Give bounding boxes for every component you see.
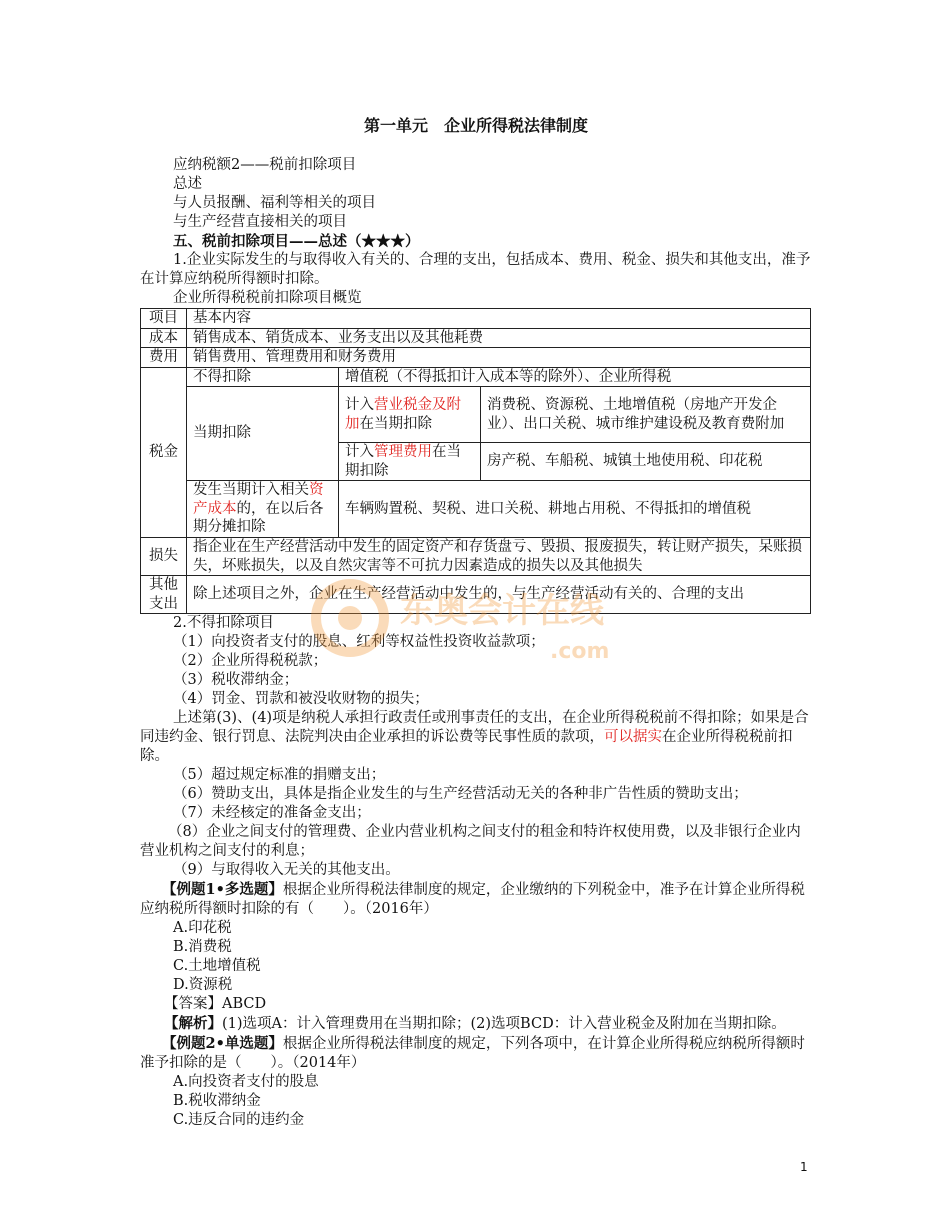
items-intro: 2.不得扣除项目 <box>173 615 274 631</box>
watermark-text: 东奥会计在线 <box>400 591 604 631</box>
tax-management-fee-cell <box>339 443 481 481</box>
table-row <box>141 328 811 348</box>
list-item: （9）与取得收入无关的其他支出。 <box>173 862 400 878</box>
row-label-cost: 成本 <box>141 328 187 348</box>
business-surcharge-highlight: 营业税金及附加 <box>345 397 461 432</box>
nav-line-3: 与人员报酬、福利等相关的项目 <box>173 195 376 211</box>
management-fee-highlight: 管理费用 <box>374 444 432 460</box>
asset-cost-highlight: 资产成本 <box>193 482 324 517</box>
list-item: （7）未经核定的准备金支出； <box>173 805 371 821</box>
list-item: （5）超过规定标准的捐赠支出； <box>173 767 386 783</box>
list-item: （4）罚金、罚款和被没收财物的损失； <box>173 691 429 707</box>
example-1-analysis <box>140 1014 812 1034</box>
watermark-url: .com <box>550 639 610 664</box>
table-caption: 企业所得税税前扣除项目概览 <box>173 290 362 306</box>
section-heading: 五、税前扣除项目——总述（★★★） <box>173 233 420 250</box>
option-item: C.土地增值税 <box>173 958 261 974</box>
table-row <box>141 538 811 576</box>
paragraph-1: 1.企业实际发生的与取得收入有关的、合理的支出，包括成本、费用、税金、损失和其他支出，准予在计算应纳税所得额时扣除。 <box>140 252 811 287</box>
table-header-item: 项目 <box>141 309 187 329</box>
row-text-fee: 销售费用、管理费用和财务费用 <box>187 348 811 368</box>
row-text-other: 除上述项目之外，企业在生产经营活动中发生的，与生产经营活动有关的、合理的支出 <box>187 576 811 614</box>
row-text-cost: 销售成本、销货成本、业务支出以及其他耗费 <box>187 328 811 348</box>
option-item: C.违反合同的违约金 <box>173 1112 305 1128</box>
row-label-tax: 税金 <box>141 367 187 538</box>
nav-line-4: 与生产经营直接相关的项目 <box>173 214 347 230</box>
management-fee-pre: 计入 <box>345 444 374 460</box>
list-item: （1）向投资者支付的股息、红利等权益性投资收益款项； <box>173 634 545 650</box>
note-pre: 上述第(3)、(4)项是纳税人承担行政责任或刑事责任的支出，在企业所得税税前不得扣除；如果是合同违约金、银行罚息、法院判决由企业承担的诉讼费等民事性质的款项， <box>140 710 809 745</box>
list-item: （3）税收滞纳金； <box>173 672 299 688</box>
option-item: B.税收滞纳金 <box>173 1093 261 1109</box>
example-2-question <box>140 1034 812 1073</box>
row-text-loss: 指企业在生产经营活动中发生的固定资产和存货盘亏、毁损、报废损失，转让财产损失，呆账损失，坏账损失，以及自然灾害等不可抗力因素造成的损失以及其他损失 <box>187 538 811 576</box>
table-row <box>141 348 811 368</box>
page-number: 1 <box>800 1160 808 1174</box>
list-item: （2）企业所得税税款； <box>173 653 328 669</box>
table-row <box>141 367 811 387</box>
table-row <box>141 481 811 538</box>
option-item: A.向投资者支付的股息 <box>173 1074 319 1090</box>
asset-cost-pre: 发生当期计入相关 <box>193 482 309 499</box>
list-item: （8）企业之间支付的管理费、企业内营业机构之间支付的租金和特许权使用费，以及非银行企业内营业机构之间支付的利息； <box>140 824 801 859</box>
content-body <box>140 156 812 1130</box>
table-row <box>141 387 811 443</box>
tax-management-fee-text: 房产税、车船税、城镇土地使用税、印花税 <box>481 443 811 481</box>
deduction-overview-table <box>140 308 811 614</box>
option-item: B.消费税 <box>173 939 232 955</box>
option-item: D.资源税 <box>173 977 233 993</box>
tax-current-deduct-label: 当期扣除 <box>187 387 339 481</box>
example-1-question <box>140 880 812 919</box>
option-item: A.印花税 <box>173 920 232 936</box>
example-2-tag: 【例题2•单选题】 <box>162 1035 283 1052</box>
row-label-other: 其他支出 <box>141 576 187 614</box>
tax-asset-cost-cell <box>187 481 339 538</box>
tax-no-deduct-label: 不得扣除 <box>187 367 339 387</box>
business-surcharge-post: 在当期扣除 <box>359 415 432 432</box>
table-header-content: 基本内容 <box>187 309 811 329</box>
nav-line-1: 应纳税额2——税前扣除项目 <box>173 157 357 173</box>
tax-no-deduct-text: 增值税（不得抵扣计入成本等的除外）、企业所得税 <box>339 367 811 387</box>
row-label-loss: 损失 <box>141 538 187 576</box>
example-2-text: 根据企业所得税法律制度的规定，下列各项中，在计算企业所得税应纳税所得额时准予扣除的是（ ）。（2014年） <box>140 1036 805 1071</box>
list-item: （6）赞助支出，具体是指企业发生的与生产经营活动无关的各种非广告性质的赞助支出； <box>173 786 748 802</box>
example-1-answer: 【答案】ABCD <box>164 996 267 1012</box>
analysis-tag: 【解析】 <box>164 1015 222 1032</box>
tax-business-surcharge-text: 消费税、资源税、土地增值税（房地产开发企业）、出口关税、城市维护建设税及教育费附加 <box>481 387 811 443</box>
nav-line-2: 总述 <box>173 176 202 192</box>
analysis-text: (1)选项A：计入管理费用在当期扣除；(2)选项BCD：计入营业税金及附加在当期扣除。 <box>222 1016 786 1032</box>
business-surcharge-pre: 计入 <box>345 397 374 413</box>
note-highlight: 可以据实 <box>604 729 662 745</box>
note-post: 在企业所得税税前扣除。 <box>140 729 793 764</box>
table-row <box>141 576 811 614</box>
tax-business-surcharge-cell <box>339 387 481 443</box>
example-1-text: 根据企业所得税法律制度的规定，企业缴纳的下列税金中，准予在计算企业所得税应纳税所得额时扣除的有（ ）。（2016年） <box>140 882 805 917</box>
asset-cost-post: 的，在以后各期分摊扣除 <box>193 500 324 536</box>
tax-asset-cost-text: 车辆购置税、契税、进口关税、耕地占用税、不得抵扣的增值税 <box>339 481 811 538</box>
management-fee-post: 在当期扣除 <box>345 444 461 479</box>
note-paragraph <box>140 709 812 766</box>
table-row <box>141 309 811 329</box>
page-title: 第一单元 企业所得税法律制度 <box>363 116 588 135</box>
example-1-tag: 【例题1•多选题】 <box>162 881 283 898</box>
row-label-fee: 费用 <box>141 348 187 368</box>
